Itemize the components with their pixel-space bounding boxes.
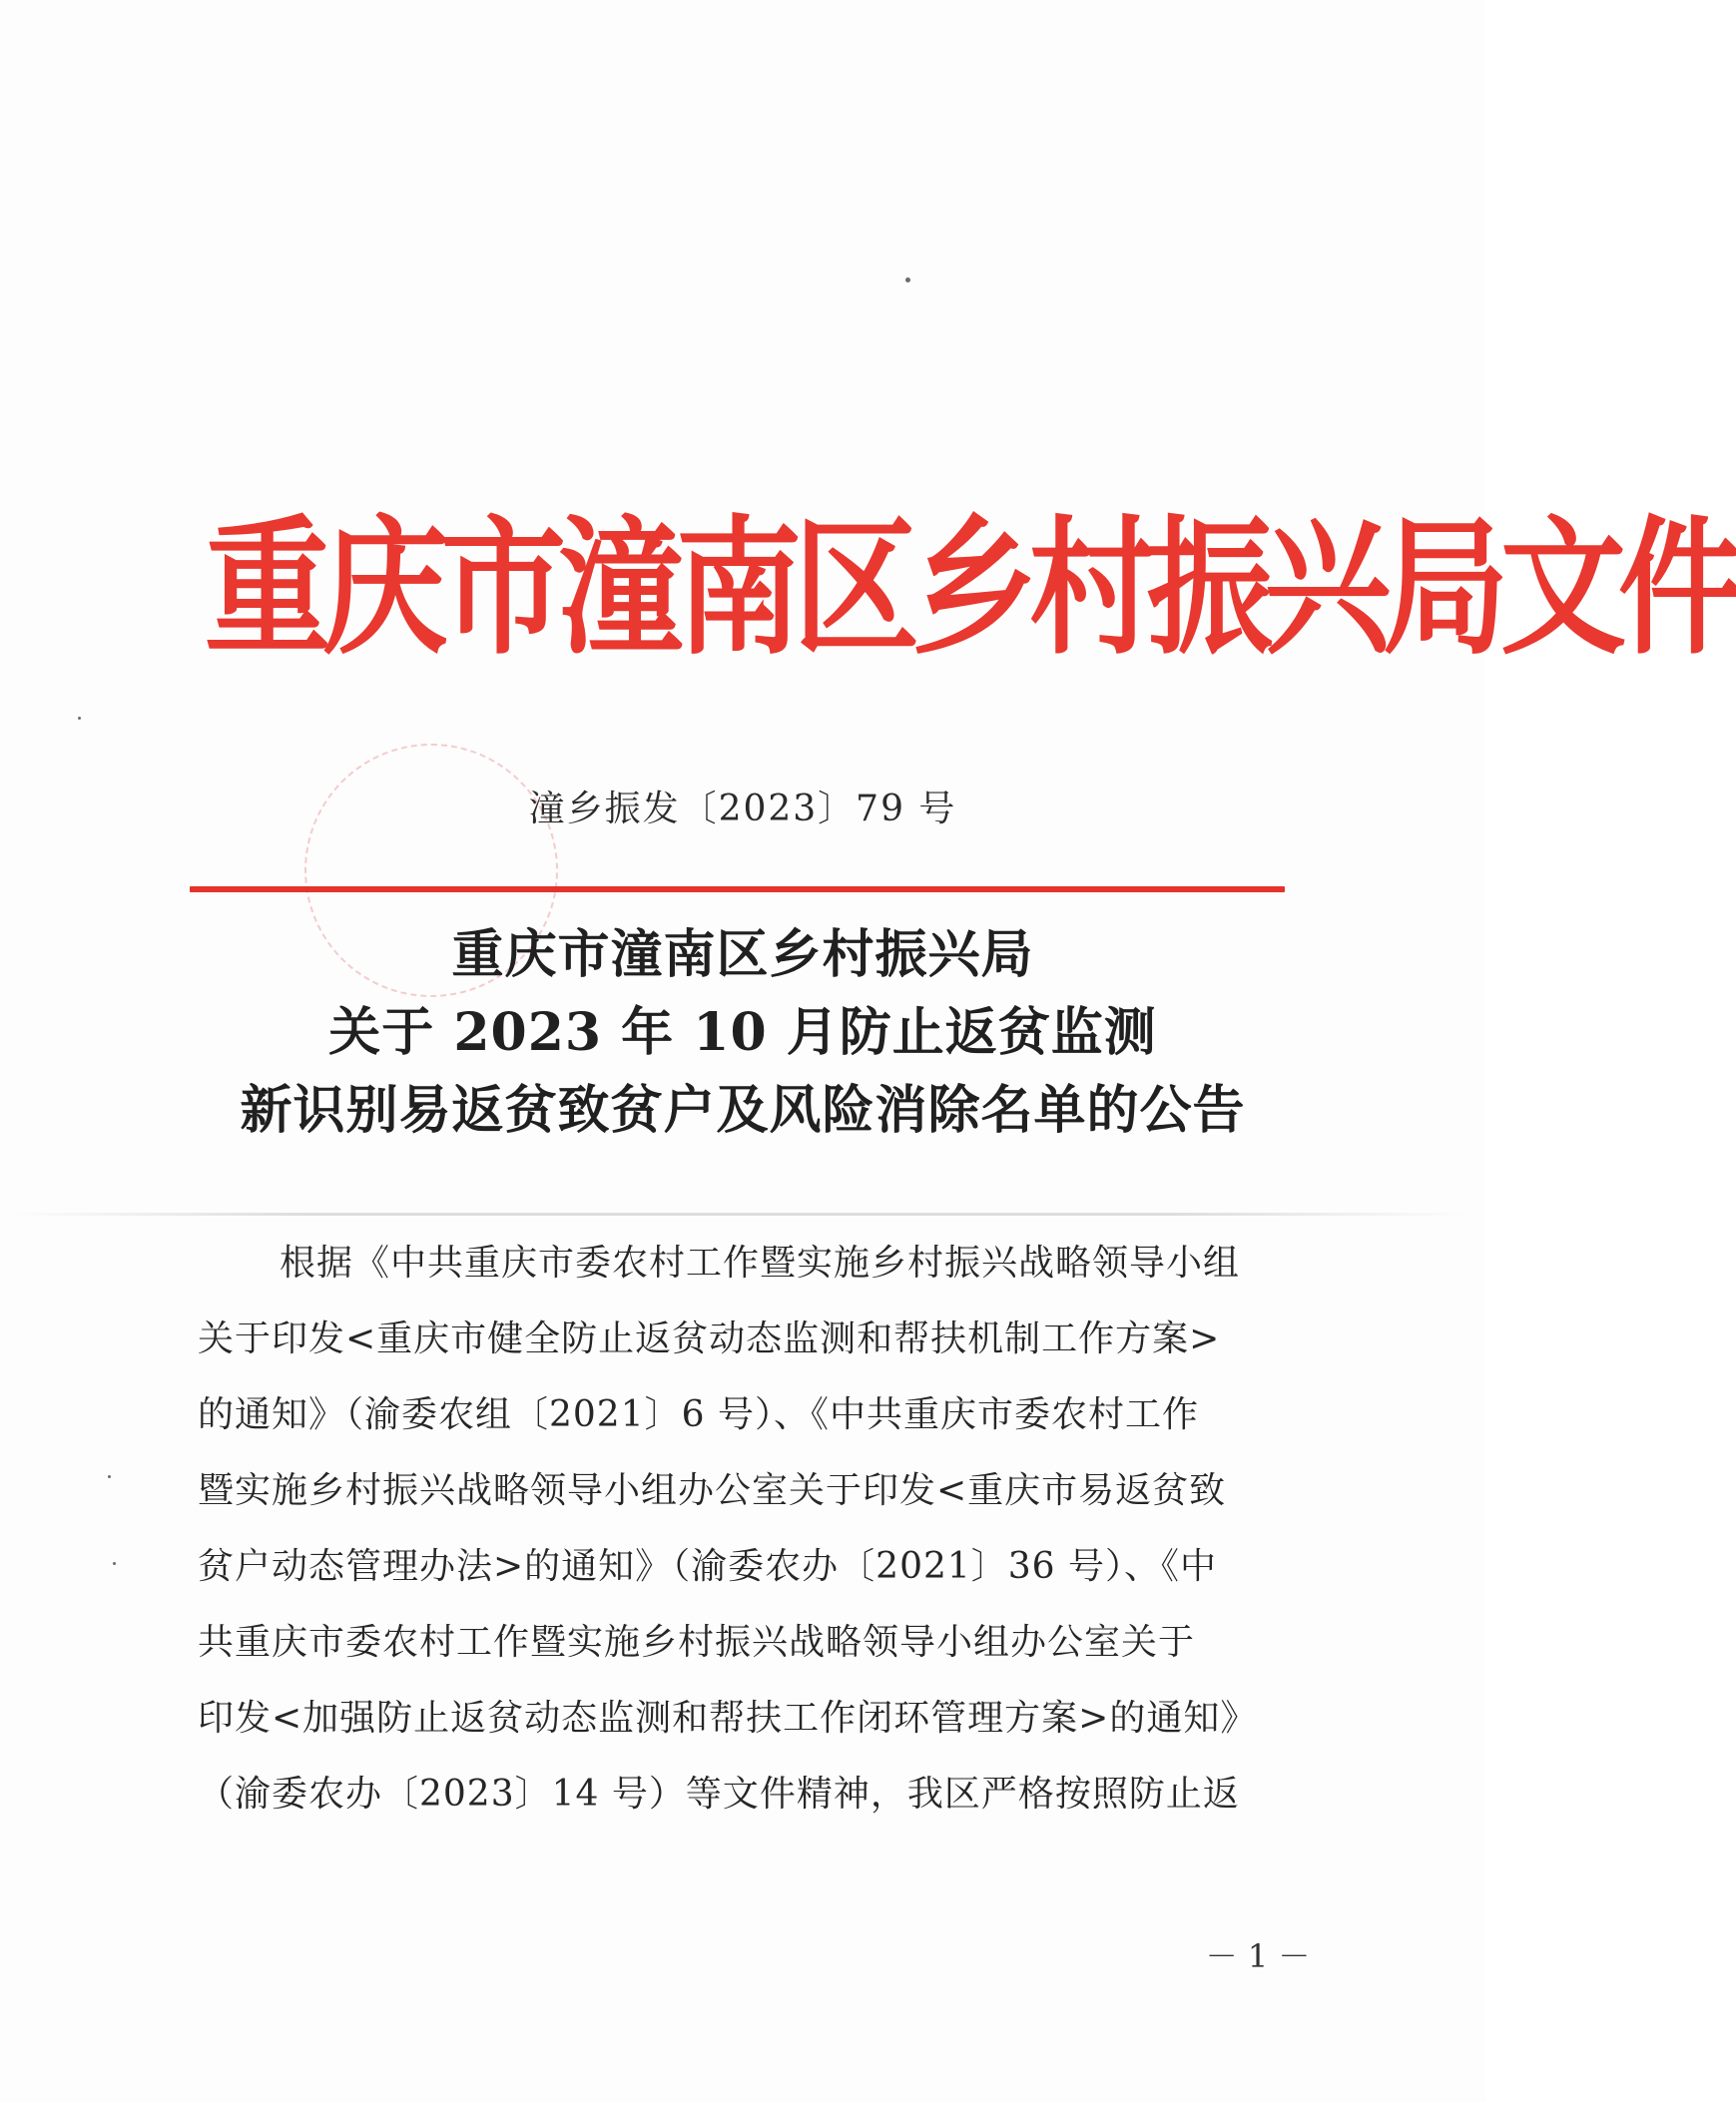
issuer-banner: 重庆市潼南区乡村振兴局文件 — [205, 501, 1736, 676]
body-line: 关于印发<重庆市健全防止返贫动态监测和帮扶机制工作方案> — [198, 1318, 1221, 1359]
red-divider-line — [190, 886, 1285, 892]
announcement-title — [150, 916, 1336, 1150]
scan-speck — [113, 1562, 116, 1565]
body-line: 共重庆市委农村工作暨实施乡村振兴战略领导小组办公室关于 — [198, 1622, 1196, 1663]
body-line: 贫户动态管理办法>的通知》（渝委农办〔2021〕36 号）、《中 — [198, 1546, 1218, 1587]
document-number: 潼乡振发〔2023〕79 号 — [528, 788, 957, 829]
scan-edge-line — [10, 1213, 1467, 1216]
title-line: 新识别易返贫致贫户及风险消除名单的公告 — [240, 1080, 1246, 1141]
title-line: 重庆市潼南区乡村振兴局 — [451, 924, 1034, 985]
scan-speck — [108, 1475, 111, 1478]
page-number: － 1 － — [1205, 1937, 1311, 1975]
body-line: 暨实施乡村振兴战略领导小组办公室关于印发<重庆市易返贫致 — [198, 1470, 1227, 1511]
title-line: 关于 2023 年 10 月防止返贫监测 — [328, 1002, 1157, 1063]
body-line: 的通知》（渝委农组〔2021〕6 号）、《中共重庆市委农村工作 — [198, 1394, 1199, 1435]
body-paragraph — [198, 1226, 1308, 1833]
scan-speck — [905, 277, 910, 282]
body-line: 印发<加强防止返贫动态监测和帮扶工作闭环管理方案>的通知》 — [198, 1698, 1258, 1739]
body-line: （渝委农办〔2023〕14 号）等文件精神，我区严格按照防止返 — [198, 1774, 1240, 1815]
body-line: 根据《中共重庆市委农村工作暨实施乡村振兴战略领导小组 — [280, 1243, 1241, 1284]
scan-speck — [78, 717, 81, 720]
